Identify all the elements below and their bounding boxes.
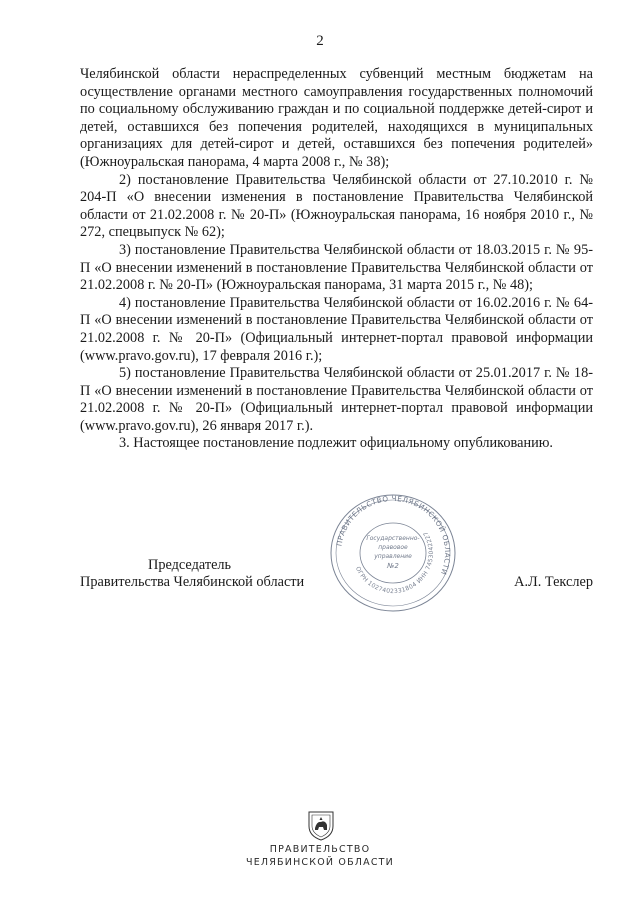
signature-name: А.Л. Текслер: [514, 574, 593, 590]
page-number: 2: [316, 33, 324, 49]
stamp-codes: ОГРН 1027402331804 ИНН 7453042227: [353, 529, 436, 596]
paragraph-continuation: Челябинской области нераспределенных субвенций местным бюджетам на осуществление органами местного самоуправления государственных полномочий по социальному обслуживанию граждан и по социальной поддержке детей-сирот и детей, оставшихся без попечения родителей, находящихся в муниципальных организациях для детей-сирот и детей, оставшихся без попечения родителей» (Южноуральская панорама, 4 марта 2008 г., № 38);: [80, 66, 593, 170]
signature-title: Председатель: [148, 557, 232, 573]
coat-of-arms-icon: [301, 808, 341, 842]
document-body: [80, 66, 593, 453]
official-stamp: [318, 493, 468, 613]
footer-organization: [0, 843, 640, 869]
paragraph-item-3: 3) постановление Правительства Челябинской области от 18.03.2015 г. № 95-П «О внесении изменений в постановление Правительства Челябинской области от 21.02.2008 г. № 20-П» (Южноуральская панорама, 31 марта 2015 г., № 48);: [80, 241, 593, 294]
stamp-inner-line-2: правовое: [378, 544, 408, 551]
paragraph-item-5: 5) постановление Правительства Челябинской области от 25.01.2017 г. № 18-П «О внесении изменений в постановление Правительства Челябинской области от 21.02.2008 г. № 20-П» (Официальный интернет-портал правовой информации (www.pravo.gov.ru), 26 января 2017 г.).: [80, 365, 593, 434]
paragraph-item-2: 2) постановление Правительства Челябинской области от 27.10.2010 г. № 204-П «О внесении изменения в постановление Правительства Челябинской области от 21.02.2008 г. № 20-П» (Южноуральская панорама, 16 ноября 2010 г., № 272, спецвыпуск № 62);: [80, 171, 593, 241]
footer-line-1: ПРАВИТЕЛЬСТВО: [269, 844, 371, 855]
stamp-inner-line-1: Государственно-: [366, 535, 420, 542]
stamp-inner-line-3: управление: [374, 553, 412, 560]
paragraph-item-4: 4) постановление Правительства Челябинской области от 16.02.2016 г. № 64-П «О внесении изменений в постановление Правительства Челябинской области от 21.02.2008 г. № 20-П» (Официальный интернет-портал правовой информации (www.pravo.gov.ru), 17 февраля 2016 г.);: [80, 294, 593, 364]
stamp-ring-text: ПРАВИТЕЛЬСТВО ЧЕЛЯБИНСКОЙ ОБЛАСТИ: [334, 493, 453, 577]
stamp-inner-line-4: №2: [387, 562, 399, 570]
footer-line-2: ЧЕЛЯБИНСКОЙ ОБЛАСТИ: [246, 857, 394, 868]
paragraph-publication: 3. Настоящее постановление подлежит официальному опубликованию.: [119, 435, 554, 452]
signature-organization: Правительства Челябинской области: [80, 574, 305, 590]
